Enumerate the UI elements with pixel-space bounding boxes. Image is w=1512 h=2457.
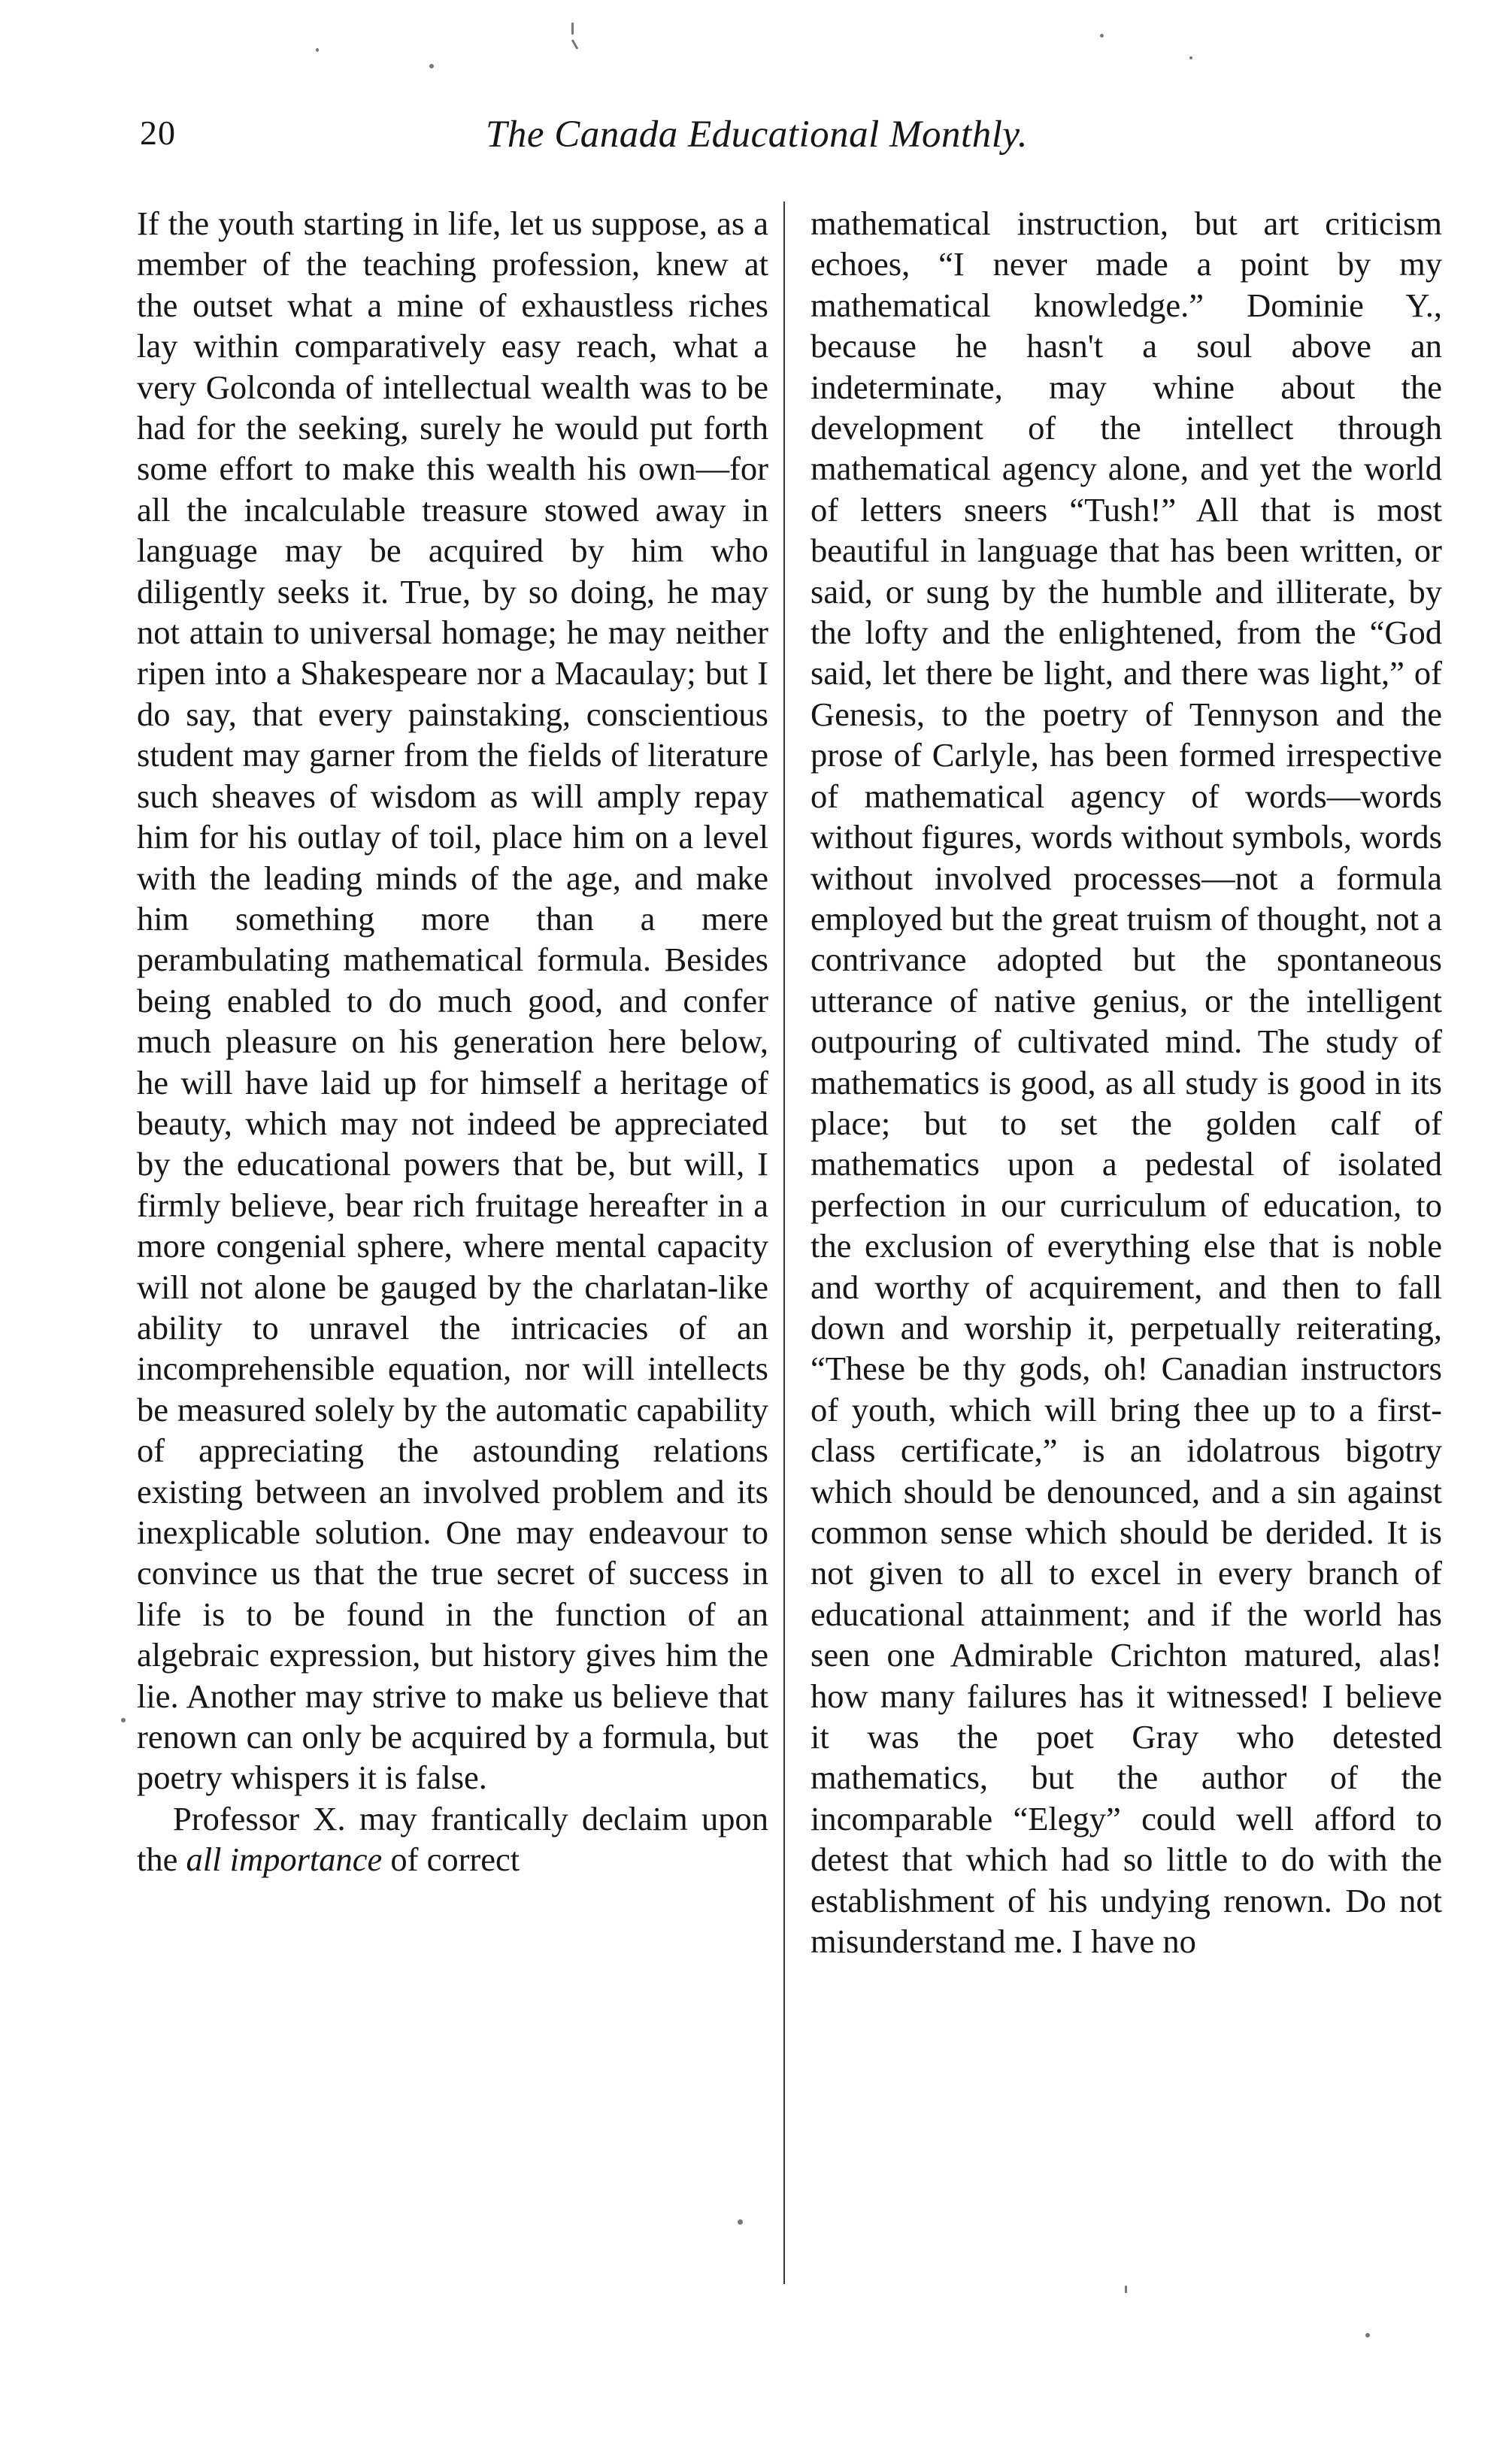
text-run: Professor X. may frantically declaim upon the <box>137 1799 768 1879</box>
scan-speck <box>1100 34 1104 38</box>
scan-speck <box>429 64 434 68</box>
page-number: 20 <box>140 114 176 152</box>
paragraph: If the youth starting in life, let us suppose, as a member of the teaching profession, knew at the outset what a mine of exhaustless riches lay within comparatively easy reach, what a very Golconda of intellectual wealth was to be had for the seeking, surely he would put forth some effort to make this wealth his own—for all the incalculable treasure stowed away in language may be acquired by him who diligently seeks it. True, by so doing, he may not attain to universal homage; he may neither ripen into a Shakespeare nor a Macaulay; but I do say, that every painstaking, conscientious student may garner from the fields of literature such sheaves of wisdom as will amply repay him for his outlay of toil, place him on a level with the leading minds of the age, and make him something more than a mere perambulating mathematical formula. Besides being enabled to do much good, and confer much pleasure on his generation here below, he will have laid up for himself a heritage of beauty, which may not indeed be appreciated by the educational powers that be, but will, I firmly believe, bear rich fruitage hereafter in a more congenial sphere, where mental capacity will not alone be gauged by the charlatan-like ability to unravel the intricacies of an incomprehensible equation, nor will intellects be measured solely by the automatic capability of appreciating the astounding relations existing between an involved problem and its inexplicable solution. One may endeavour to convince us that the true secret of success in life is to be found in the function of an algebraic expression, but history gives him the lie. Another may strive to make us believe that renown can only be acquired by a formula, but poetry whispers it is false. <box>137 204 768 1797</box>
paragraph <box>137 1798 768 1880</box>
scan-speck <box>1189 56 1192 59</box>
emphasis-text: all importance <box>186 1840 383 1879</box>
scan-speck <box>121 1718 126 1722</box>
left-column <box>137 203 768 2293</box>
running-title: The Canada Educational Monthly. <box>486 114 1028 156</box>
paragraph: mathematical instruction, but art criticism echoes, “I never made a point by my mathematical knowledge.” Dominie Y., because he hasn't a soul above an indeterminate, may whine about the development of the intellect through mathematical agency alone, and yet the world of letters sneers “Tush!” All that is most beautiful in language that has been written, or said, or sung by the humble and illiterate, by the lofty and the enlightened, from the “God said, let there be light, and there was light,” of Genesis, to the poetry of Tennyson and the prose of Carlyle, has been formed irrespective of mathematical agency of words—words without figures, words without symbols, words without involved processes—not a formula employed but the great truism of thought, not a contrivance adopted but the spontaneous utterance of native genius, or the intelligent outpouring of cultivated mind. The study of mathematics is good, as all study is good in its place; but to set the golden calf of mathematics upon a pedestal of isolated perfection in our curriculum of education, to the exclusion of everything else that is noble and worthy of acquirement, and then to fall down and worship it, perpetually reiterating, “These be thy gods, oh! Canadian instructors of youth, which will bring thee up to a first-class certificate,” is an idolatrous bigotry which should be denounced, and a sin against common sense which should be derided. It is not given to all to excel in every branch of educational attainment; and if the world has seen one Admirable Crichton matured, alas! how many failures has it witnessed! I believe it was the poet Gray who detested mathematics, but the author of the incomparable “Elegy” could well afford to detest that which had so little to do with the establishment of his undying renown. Do not misunderstand me. I have no <box>811 204 1442 1961</box>
scan-speck <box>1365 2333 1370 2337</box>
scan-speck <box>316 48 319 52</box>
text-run: of correct <box>382 1840 520 1879</box>
scan-speck <box>571 39 579 50</box>
page-header <box>140 113 1110 165</box>
right-column <box>811 203 1442 2293</box>
column-divider <box>783 201 785 2284</box>
scan-speck <box>571 23 574 35</box>
